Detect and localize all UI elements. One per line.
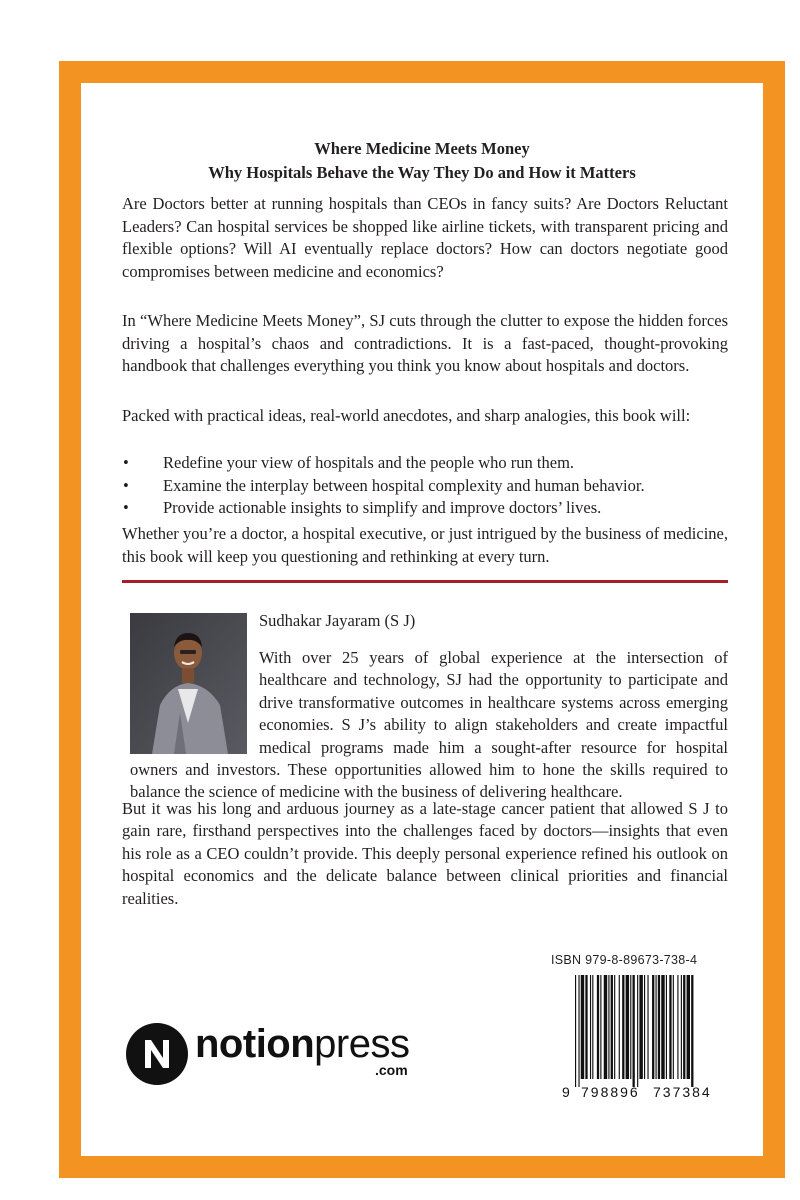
barcode-bar xyxy=(669,975,671,1079)
blurb-paragraph-3: Packed with practical ideas, real-world anecdotes, and sharp analogies, this book will: xyxy=(122,406,691,425)
book-subtitle: Why Hospitals Behave the Way They Do and How it Matters xyxy=(208,163,636,182)
author-name: Sudhakar Jayaram (S J) xyxy=(259,611,416,630)
list-item: • Provide actionable insights to simplify and improve doctors’ lives. xyxy=(122,497,728,520)
barcode-bar xyxy=(619,975,620,1079)
barcode-bar xyxy=(666,975,667,1079)
barcode-bar xyxy=(647,975,648,1079)
barcode-bar xyxy=(658,975,660,1079)
barcode-digits-left: 798896 xyxy=(581,1084,640,1100)
barcode-bar xyxy=(597,975,599,1079)
notionpress-n-icon xyxy=(125,1022,189,1086)
barcode-bar xyxy=(578,975,579,1087)
barcode-bar xyxy=(592,975,593,1079)
list-item: • Redefine your view of hospitals and the people who run them. xyxy=(122,452,728,475)
publisher-logo xyxy=(125,1018,445,1090)
publisher-wordmark: notionpress xyxy=(195,1022,410,1066)
barcode-bar xyxy=(691,975,693,1087)
bullet-icon: • xyxy=(123,475,129,495)
barcode-bar xyxy=(673,975,674,1079)
author-bio-2: But it was his long and arduous journey as a late-stage cancer patient that allowed S J to gain rare, firsthand perspectives into the challenges faced by doctors—insights that even his role as a CEO couldn’t provide. This deeply personal experience refined his outlook on hospital economics and the delicate balance between clinical priorities and financial realities. xyxy=(122,799,728,908)
back-cover xyxy=(81,83,763,1156)
barcode-bar xyxy=(637,975,638,1087)
barcode-bar xyxy=(600,975,601,1079)
barcode-bar xyxy=(677,975,678,1079)
barcode-bar xyxy=(661,975,664,1079)
blurb-paragraph-1: Are Doctors better at running hospitals than CEOs in fancy suits? Are Doctors Reluctant Leaders? Can hospital services be shopped like airline tickets, with transparent pricing and flexible options? Will AI eventually replace doctors? How can doctors negotiate good compromises between medicine and economics? xyxy=(122,194,728,281)
barcode-bar xyxy=(581,975,584,1079)
bullet-icon: • xyxy=(123,498,129,518)
barcode-bar xyxy=(630,975,631,1079)
barcode-digit-lead: 9 xyxy=(562,1084,570,1100)
barcode-bar xyxy=(633,975,635,1087)
barcode-bar xyxy=(611,975,613,1079)
blurb-paragraph-4: Whether you’re a doctor, a hospital executive, or just intrigued by the business of medicine, this book will keep you questioning and rethinking at every turn. xyxy=(122,524,728,566)
bullet-icon: • xyxy=(123,453,129,472)
barcode-bar xyxy=(656,975,657,1079)
barcode-bar xyxy=(604,975,607,1079)
barcode-bar xyxy=(644,975,645,1079)
cover-border xyxy=(59,61,785,1178)
barcode xyxy=(559,973,729,1101)
divider xyxy=(122,580,728,583)
barcode-digits-right: 737384 xyxy=(653,1084,712,1100)
author-bio-1: With over 25 years of global experience at the intersection of healthcare and technology, SJ had the opportunity to participate and drive transformative outcomes in healthcare systems across emerging economies. S J’s ability to align stakeholders and create impactful medical programs made him a sought-after resource for hospital owners and investors. These opportunities allowed him to hone the skills required to balance the science of medicine with the business of delivering healthcare. xyxy=(130,648,728,802)
barcode-bar xyxy=(652,975,654,1079)
bullet-list xyxy=(122,452,728,520)
publisher-domain: .com xyxy=(375,1062,408,1078)
barcode-bar xyxy=(681,975,682,1079)
barcode-bar xyxy=(683,975,685,1079)
photo-spacer xyxy=(130,647,259,759)
barcode-bar xyxy=(687,975,690,1079)
barcode-bar xyxy=(639,975,642,1079)
barcode-bar xyxy=(590,975,591,1079)
blurb-paragraph-2: In “Where Medicine Meets Money”, SJ cuts through the clutter to expose the hidden forces driving a hospital’s chaos and contradictions. It is a fast-paced, thought-provoking handbook that challenges everything you think you know about hospitals and doctors. xyxy=(122,311,728,376)
barcode-bar xyxy=(626,975,629,1079)
list-item: • Examine the interplay between hospital complexity and human behavior. xyxy=(122,475,728,498)
barcode-bar xyxy=(614,975,615,1079)
book-title: Where Medicine Meets Money xyxy=(314,139,530,158)
barcode-bar xyxy=(608,975,609,1079)
barcode-bar xyxy=(585,975,587,1079)
barcode-bar xyxy=(575,975,576,1087)
barcode-bar xyxy=(622,975,624,1079)
title-block xyxy=(81,137,763,185)
isbn-label: ISBN 979-8-89673-738-4 xyxy=(551,953,698,967)
